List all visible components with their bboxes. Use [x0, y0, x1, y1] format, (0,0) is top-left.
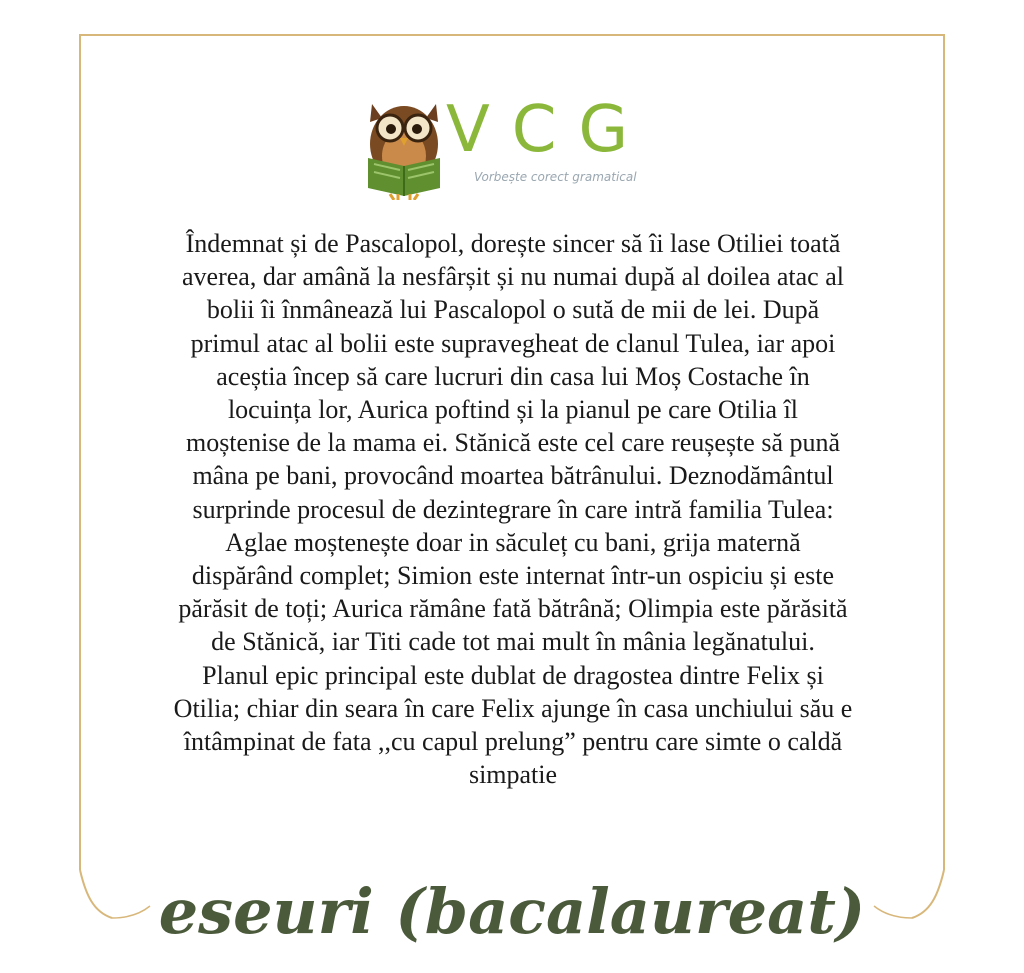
- text-line: mâna pe bani, provocând moartea bătrânului. Deznodământul: [192, 461, 834, 491]
- logo-letters: VCG: [446, 93, 651, 167]
- footer-title: eseuri (bacalaureat): [158, 875, 866, 948]
- text-line: moștenise de la mama ei. Stănică este cel care reușește să pună: [185, 428, 841, 458]
- owl-reading-book-icon: [362, 92, 446, 200]
- vcg-logo: [362, 92, 662, 202]
- text-line: surprinde procesul de dezintegrare în care intră familia Tulea:: [192, 494, 834, 524]
- text-line: primul atac al bolii este supravegheat de clanul Tulea, iar apoi: [190, 328, 836, 358]
- text-line: Otilia; chiar din seara în care Felix ajunge în casa unchiului său e: [173, 693, 853, 723]
- essay-paragraph: [76, 227, 950, 791]
- text-line: bolii îi înmânează lui Pascalopol o sută de mii de lei. După: [206, 295, 820, 325]
- text-line: părăsit de toți; Aurica rămâne fată bătrână; Olimpia este părăsită: [178, 594, 848, 624]
- text-line: aceștia încep să care lucruri din casa lui Moș Costache în: [216, 361, 810, 391]
- text-line: Planul epic principal este dublat de dragostea dintre Felix și: [202, 660, 824, 690]
- text-line: locuința lor, Aurica poftind și la pianul pe care Otilia îl: [227, 395, 799, 425]
- text-line: dispărând complet; Simion este internat într-un ospiciu și este: [191, 561, 835, 591]
- text-line: de Stănică, iar Titi cade tot mai mult în mânia legănatului.: [211, 627, 815, 657]
- text-line: averea, dar amână la nesfârșit și nu numai după al doilea atac al: [182, 262, 844, 292]
- text-line: Îndemnat și de Pascalopol, dorește sincer să îi lase Otiliei toată: [185, 229, 841, 258]
- text-line: Aglae moștenește doar in săculeț cu bani, grija maternă: [225, 527, 801, 557]
- logo-tagline: Vorbește corect gramatical: [474, 170, 637, 184]
- text-line: simpatie: [468, 760, 558, 790]
- text-line: întâmpinat de fata ,,cu capul prelung” pentru care simte o caldă: [183, 727, 843, 757]
